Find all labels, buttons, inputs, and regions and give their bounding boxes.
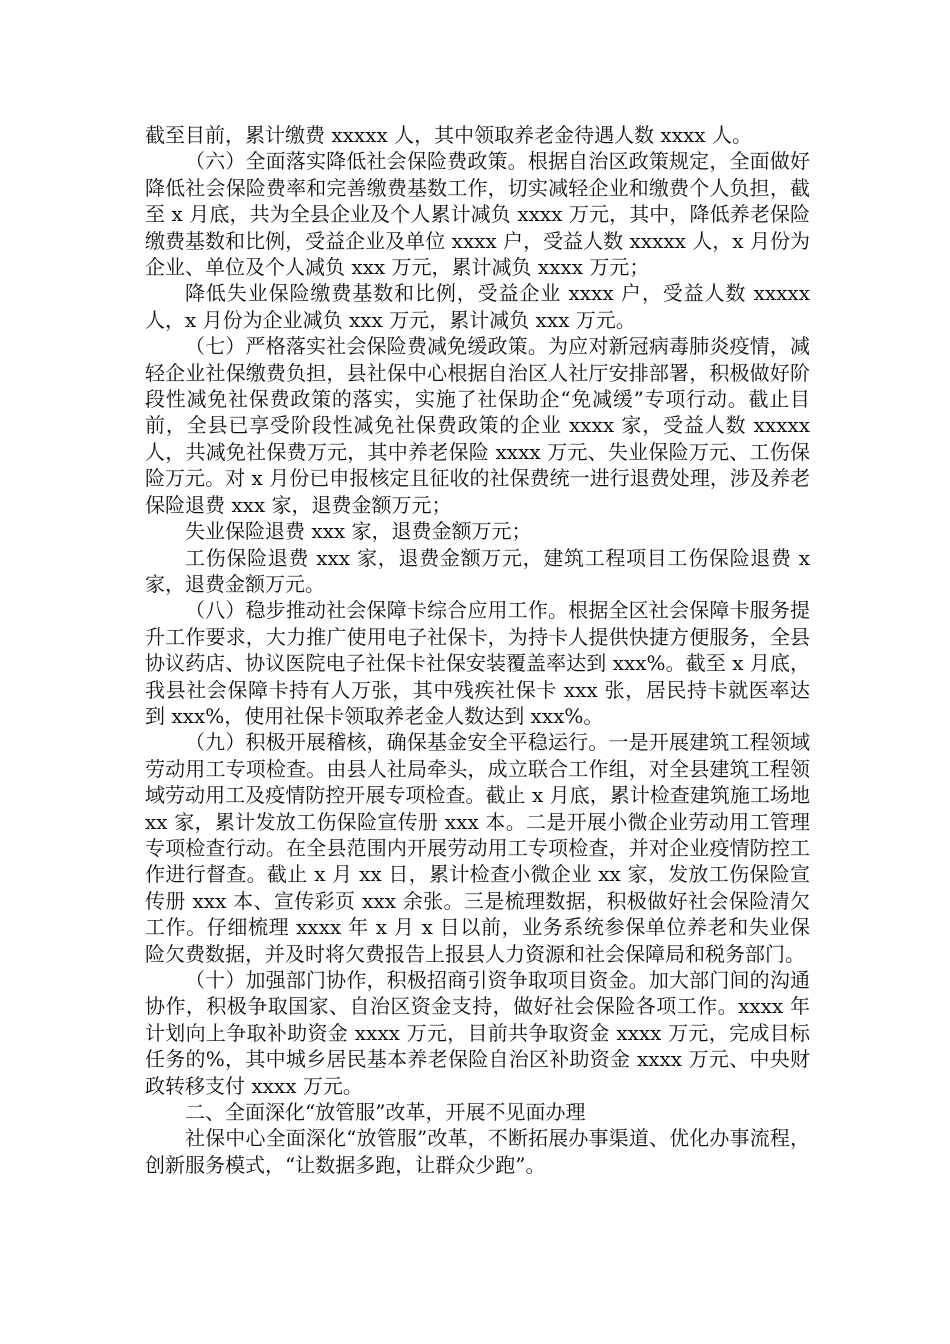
paragraph-9: （十）加强部门协作，积极招商引资争取项目资金。加大部门间的沟通协作，积极争取国家、自治区资金支持，做好社会保险各项工作。xxxx 年计划向上争取补助资金 xxxx 万元，目前共争取资金 xxxx 万元，完成目标任务的%，其中城乡居民基本养老保险自治区补助资金 xxxx 万元、中央财政转移支付 xxxx 万元。 — [145, 968, 810, 1098]
paragraph-6: 工伤保险退费 xxx 家，退费金额万元，建筑工程项目工伤保险退费 x 家，退费金额万元。 — [145, 545, 810, 596]
paragraph-10: 社保中心全面深化“放管服”改革，不断拓展办事渠道、优化办事流程，创新服务模式，“让数据多跑，让群众少跑”。 — [145, 1126, 810, 1177]
paragraph-3: 降低失业保险缴费基数和比例，受益企业 xxxx 户，受益人数 xxxxx 人，x 月份为企业减负 xxx 万元，累计减负 xxx 万元。 — [145, 281, 810, 332]
paragraph-7: （八）稳步推动社会保障卡综合应用工作。根据全区社会保障卡服务提升工作要求，大力推广使用电子社保卡，为持卡人提供快捷方便服务，全县协议药店、协议医院电子社保卡社保安装覆盖率达到 xxx%。截至 x 月底，我县社会保障卡持有人万张，其中残疾社保卡 xxx 张，居民持卡就医率达到 xxx%，使用社保卡领取养老金人数达到 xxx%。 — [145, 598, 810, 728]
paragraph-5: 失业保险退费 xxx 家，退费金额万元； — [185, 519, 532, 544]
paragraph-1: 截至目前，累计缴费 xxxxx 人，其中领取养老金待遇人数 xxxx 人。 — [145, 123, 752, 147]
section-heading: 二、全面深化“放管服”改革，开展不见面办理 — [185, 1100, 586, 1125]
paragraph-4: （七）严格落实社会保险费减免缓政策。为应对新冠病毒肺炎疫情，减轻企业社保缴费负担，县社保中心根据自治区人社厅安排部署，积极做好阶段性减免社保费政策的落实，实施了社保助企“免减缓”专项行动。截止目前，全县已享受阶段性减免社保费政策的企业 xxxx 家，受益人数 xxxxx 人，共减免社保费万元，其中养老保险 xxxx 万元、失业保险万元、工伤保险万元。对 x 月份已申报核定且征收的社保费统一进行退费处理，涉及养老保险退费 xxx 家，退费金额万元； — [145, 334, 810, 517]
paragraph-8: （九）积极开展稽核，确保基金安全平稳运行。一是开展建筑工程领域劳动用工专项检查。由县人社局牵头，成立联合工作组，对全县建筑工程领域劳动用工及疫情防控开展专项检查。截止 x 月底，累计检查建筑施工场地 xx 家，累计发放工伤保险宣传册 xxx 本。二是开展小微企业劳动用工管理专项检查行动。在全县范围内开展劳动用工专项检查，并对企业疫情防控工作进行督查。截止 x 月 xx 日，累计检查小微企业 xx 家，发放工伤保险宣传册 xxx 本、宣传彩页 xxx 余张。三是梳理数据，积极做好社会保险清欠工作。仔细梳理 xxxx 年 x 月 x 日以前，业务系统参保单位养老和失业保险欠费数据，并及时将欠费报告上报县人力资源和社会保障局和税务部门。 — [145, 730, 810, 966]
paragraph-2: （六）全面落实降低社会保险费政策。根据自治区政策规定，全面做好降低社会保险费率和完善缴费基数工作，切实减轻企业和缴费个人负担，截至 x 月底，共为全县企业及个人累计减负 xxxx 万元，其中，降低养老保险缴费基数和比例，受益企业及单位 xxxx 户，受益人数 xxxxx 人，x 月份为企业、单位及个人减负 xxx 万元，累计减负 xxxx 万元； — [145, 149, 810, 280]
document-page — [145, 122, 810, 1178]
